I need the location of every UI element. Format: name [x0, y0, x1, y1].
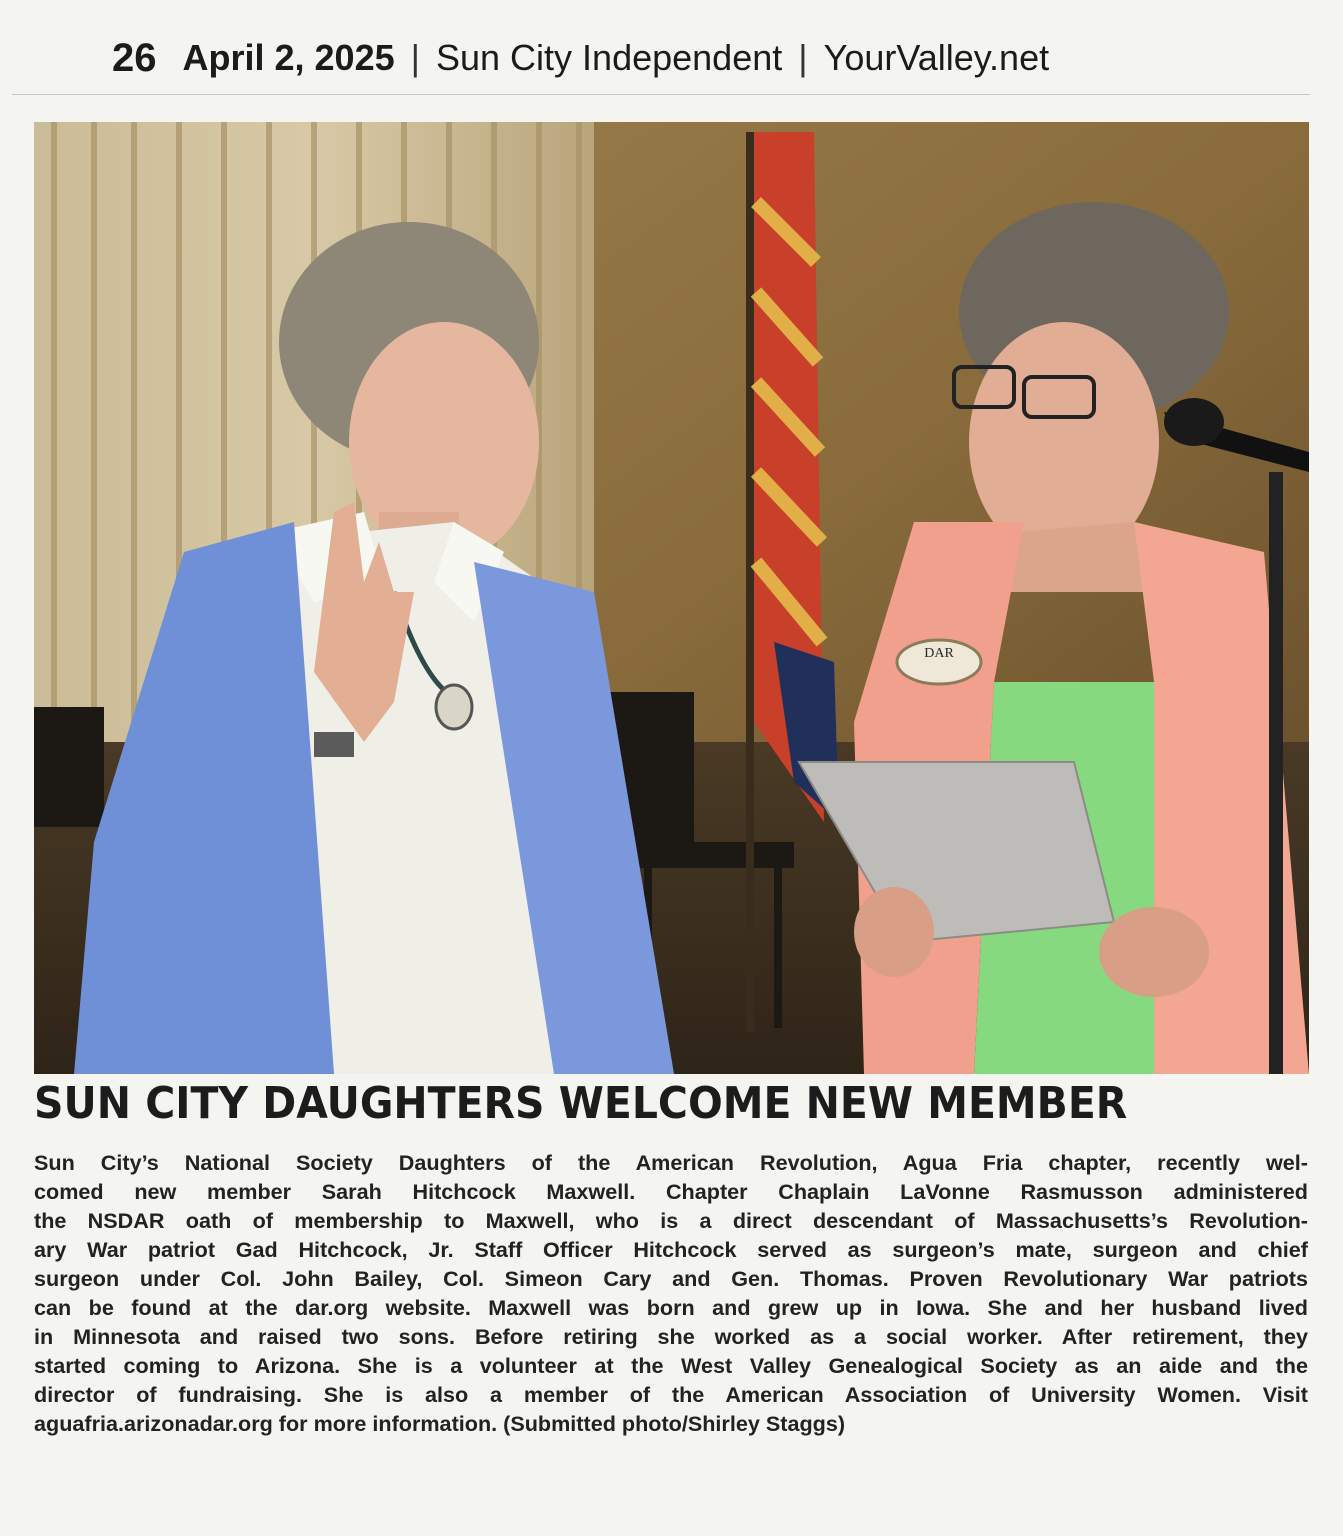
publication-name: Sun City Independent	[435, 37, 783, 78]
masthead-separator: |	[798, 37, 808, 78]
article-body	[34, 1148, 1308, 1438]
article-body-line: comed new member Sarah Hitchcock Maxwell. Chapter Chaplain LaVonne Rasmusson administered	[34, 1179, 1308, 1204]
article-body-line: Sun City’s National Society Daughters of the American Revolution, Agua Fria chapter, recently wel-	[34, 1150, 1308, 1175]
article-body-line: in Minnesota and raised two sons. Before retiring she worked as a social worker. After retirement, they	[34, 1324, 1308, 1349]
article-body-line: surgeon under Col. John Bailey, Col. Simeon Cary and Gen. Thomas. Proven Revolutionary War patriots	[34, 1266, 1308, 1291]
masthead-separator: |	[410, 37, 420, 78]
issue-date: April 2, 2025	[182, 37, 395, 78]
article-body-line: started coming to Arizona. She is a volunteer at the West Valley Genealogical Society as an aide and the	[34, 1353, 1308, 1378]
article-body-line: director of fundraising. She is also a member of the American Association of University Women. Visit	[34, 1382, 1308, 1407]
article-photo	[34, 122, 1309, 1074]
website-url: YourValley.net	[823, 37, 1050, 78]
dar-badge: DAR	[924, 646, 954, 661]
article-headline: SUN CITY DAUGHTERS WELCOME NEW MEMBER	[34, 1078, 1128, 1129]
article-body-line: ary War patriot Gad Hitchcock, Jr. Staff Officer Hitchcock served as surgeon’s mate, surgeon and chief	[34, 1237, 1308, 1262]
article-body-line: can be found at the dar.org website. Maxwell was born and grew up in Iowa. She and her husband lived	[34, 1295, 1308, 1320]
article-body-line: aguafria.arizonadar.org for more information. (Submitted photo/Shirley Staggs)	[34, 1411, 846, 1436]
masthead	[12, 22, 1310, 95]
article-body-line: the NSDAR oath of membership to Maxwell, who is a direct descendant of Massachusetts’s Revolution-	[34, 1208, 1308, 1233]
page-number: 26	[112, 35, 157, 80]
